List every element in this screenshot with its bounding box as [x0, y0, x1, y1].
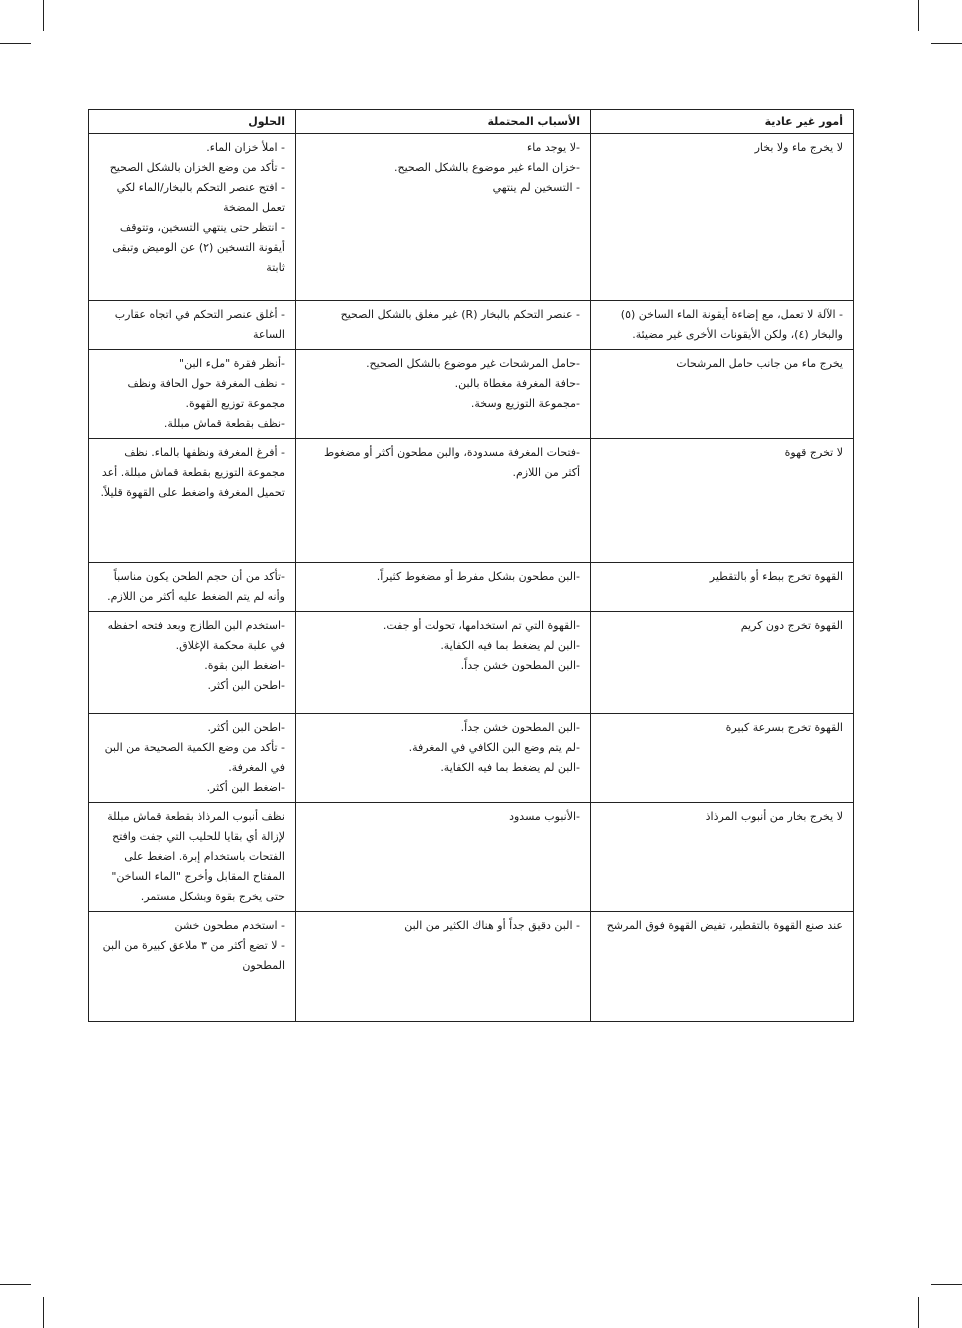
- cause-cell: [296, 134, 591, 301]
- text-line: يخرج ماء من جانب حامل المرشحات: [676, 357, 843, 370]
- text-line: -لا يوجد ماء: [527, 141, 580, 154]
- text-line: - أغلق عنصر التحكم في اتجاه عقارب الساعة: [114, 308, 285, 341]
- cause-cell: [296, 912, 591, 1022]
- text-line: -حامل المرشحات غير موضوع بالشكل الصحيح.: [366, 357, 580, 370]
- text-line: القهوة تخرج بسرعة كبيرة: [725, 721, 843, 734]
- cause-cell: [296, 301, 591, 350]
- text-line: -تأكد من أن حجم الطحن يكون مناسباً وأنه لم يتم الضغط عليه أكثر من اللازم.: [107, 570, 285, 603]
- table-row: [89, 912, 854, 1022]
- text-line: -الأنبوب مسدود: [509, 810, 580, 823]
- solution-cell: [89, 439, 296, 563]
- text-line: القهوة تخرج ببطء أو بالتقطير: [709, 570, 843, 583]
- text-line: القهوة تخرج دون كريم: [740, 619, 843, 632]
- text-line: -البن المطحون خشن جداً.: [460, 659, 580, 672]
- cause-cell: [296, 803, 591, 912]
- text-line: -اضغط البن بقوة.: [204, 659, 285, 672]
- text-line: -اطحن البن أكثر.: [207, 679, 285, 692]
- crop-mark-top-left-horizontal: [0, 43, 31, 44]
- text-line: - استخدم مطحون خشن: [174, 919, 285, 932]
- table-row: [89, 301, 854, 350]
- problem-cell: [591, 563, 854, 612]
- text-line: - افتح عنصر التحكم بالبخار/الماء لكي تعمل المضخة: [116, 181, 285, 214]
- text-line: -البن لم يضغط بما فيه الكفاية.: [440, 639, 580, 652]
- solution-cell: [89, 714, 296, 803]
- cause-cell: [296, 563, 591, 612]
- text-line: -البن مطحون بشكل مفرط أو مضغوط كثيراً.: [376, 570, 580, 583]
- crop-mark-top-right-vertical: [918, 0, 919, 31]
- text-line: - أفرغ المغرفة ونظفها بالماء. نظف مجموعة التوزيع بقطعة قماش مبللة. أعد تحميل المغرفة واضغط على القهوة قليلاً.: [100, 446, 285, 499]
- table-row: [89, 439, 854, 563]
- table-row: [89, 714, 854, 803]
- text-line: -اضغط البن أكثر.: [206, 781, 285, 794]
- problem-cell: [591, 612, 854, 714]
- cause-cell: [296, 714, 591, 803]
- text-line: -فتحات المغرفة مسدودة، والبن مطحون أكثر أو مضغوط أكثر من اللازم.: [324, 446, 580, 479]
- solution-cell: [89, 301, 296, 350]
- table-row: [89, 134, 854, 301]
- crop-mark-top-right-horizontal: [931, 43, 962, 44]
- crop-mark-bottom-right-vertical: [918, 1297, 919, 1328]
- text-line: -البن المطحون خشن جداً.: [460, 721, 580, 734]
- text-line: - نظف المغرفة حول الحافة ونظف مجموعة توزيع القهوة.: [127, 377, 285, 410]
- text-line: - تأكد من وضع الخزان بالشكل الصحيح: [109, 161, 285, 174]
- text-line: - تأكد من وضع الكمية الصحيحة من البن في المغرفة.: [104, 741, 285, 774]
- text-line: -استخدم البن الطازج وبعد فتحه احفظه في علبة محكمة الإغلاق.: [107, 619, 285, 652]
- text-line: - الآلة لا تعمل، مع إضاءة أيقونة الماء الساخن (٥) والبخار (٤)، ولكن الأيقونات الأخرى غير مضيئة.: [620, 308, 843, 341]
- solution-cell: [89, 563, 296, 612]
- cause-cell: [296, 439, 591, 563]
- text-line: لا يخرج بخار من أنبوب المرذاذ: [705, 810, 843, 823]
- text-line: -لم يتم وضع البن الكافي في المغرفة.: [408, 741, 580, 754]
- text-line: - عنصر التحكم بالبخار (R) غير مغلق بالشكل الصحيح: [340, 308, 580, 321]
- table-row: [89, 803, 854, 912]
- text-line: - التسخين لم ينتهي: [492, 181, 580, 194]
- problem-cell: [591, 803, 854, 912]
- cause-cell: [296, 350, 591, 439]
- text-line: - انتظر حتى ينتهي التسخين، وتتوقف أيقونة التسخين (٢) عن الوميض وتبقى ثابتة: [112, 221, 285, 274]
- text-line: -خزان الماء غير موضوع بالشكل الصحيح.: [394, 161, 580, 174]
- problem-cell: [591, 912, 854, 1022]
- text-line: لا تخرج قهوة: [784, 446, 843, 459]
- text-line: عند صنع القهوة بالتقطير، تفيض القهوة فوق المرشح: [606, 919, 843, 932]
- solution-cell: [89, 350, 296, 439]
- problem-cell: [591, 134, 854, 301]
- table-row: [89, 612, 854, 714]
- header-problem: أمور غير عادية: [591, 110, 854, 134]
- crop-mark-bottom-right-horizontal: [931, 1284, 962, 1285]
- text-line: - البن دقيق جداً أو هناك الكثير من البن: [404, 919, 580, 932]
- table-row: [89, 350, 854, 439]
- text-line: - لا تضع أكثر من ٣ ملاعق كبيرة من البن المطحون: [102, 939, 285, 972]
- table-header-row: [89, 110, 854, 134]
- problem-cell: [591, 350, 854, 439]
- solution-cell: [89, 612, 296, 714]
- crop-mark-bottom-left-horizontal: [0, 1284, 31, 1285]
- solution-cell: [89, 912, 296, 1022]
- crop-mark-top-left-vertical: [43, 0, 44, 31]
- problem-cell: [591, 301, 854, 350]
- text-line: -البن لم يضغط بما فيه الكفاية.: [440, 761, 580, 774]
- problem-cell: [591, 439, 854, 563]
- text-line: -اطحن البن أكثر.: [207, 721, 285, 734]
- text-line: - املأ خزان الماء.: [206, 141, 285, 154]
- text-line: -حافة المغرفة مغطاة بالبن.: [454, 377, 580, 390]
- solution-cell: [89, 134, 296, 301]
- header-solution: الحلول: [89, 110, 296, 134]
- text-line: -مجموعة التوزيع وسخة.: [470, 397, 580, 410]
- troubleshooting-table: [88, 109, 854, 1022]
- problem-cell: [591, 714, 854, 803]
- text-line: -نظف بقطعة قماش مبللة.: [163, 417, 285, 430]
- crop-mark-bottom-left-vertical: [43, 1297, 44, 1328]
- text-line: نظف أنبوب المرذاذ بقطعة قماش مبللة لإزالة أي بقايا للحليب التي جفت وافتح الفتحات باستخدام إبرة. اضغط على المفتاح المقابل وأخرج "الماء الساخن" حتى يخرج بقوة وبشكل مستمر.: [107, 810, 285, 903]
- text-line: -القهوة التي تم استخدامها، تحولت أو جفت.: [382, 619, 580, 632]
- solution-cell: [89, 803, 296, 912]
- header-cause: الأسباب المحتملة: [296, 110, 591, 134]
- table-row: [89, 563, 854, 612]
- cause-cell: [296, 612, 591, 714]
- text-line: لا يخرج ماء ولا بخار: [754, 141, 843, 154]
- text-line: -أنظر فقرة "ملء البن": [179, 357, 285, 370]
